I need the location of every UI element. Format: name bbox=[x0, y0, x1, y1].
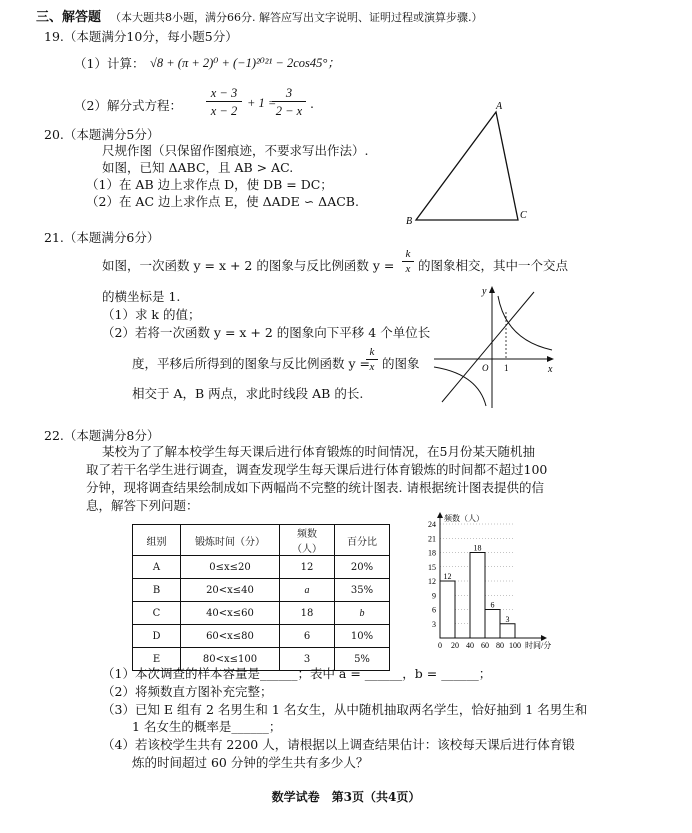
y-axis-label: y bbox=[482, 286, 487, 297]
y-axis-arrow bbox=[489, 286, 495, 293]
section-note: （本大题共8小题，满分66分. 解答应写出文字说明、证明过程或演算步骤.） bbox=[110, 11, 483, 24]
table-header-cell: 百分比 bbox=[335, 525, 390, 556]
q21-fraction-denominator: x bbox=[405, 263, 411, 275]
table-header-row bbox=[133, 525, 390, 556]
origin-label: O bbox=[482, 363, 489, 373]
table-cell: 0≤x≤20 bbox=[181, 556, 280, 579]
y-axis-arrow bbox=[437, 512, 443, 518]
y-tick-label: 12 bbox=[428, 577, 436, 586]
q22-heading: 22.（本题满分8分） bbox=[44, 428, 160, 443]
q21-line5-end: 的图象 bbox=[382, 356, 420, 371]
y-tick-label: 9 bbox=[432, 591, 436, 601]
x-axis-arrow bbox=[547, 356, 554, 362]
x-tick-label: 80 bbox=[496, 641, 504, 650]
table-cell: 6 bbox=[280, 625, 335, 648]
q21-line5-start: 度，平移后所得到的图象与反比例函数 y = bbox=[132, 356, 370, 371]
q20-line4: （2）在 AC 边上求作点 E，使 ΔADE ∽ ΔACB. bbox=[86, 194, 359, 209]
bar-value-label: 18 bbox=[473, 543, 482, 553]
q21-fraction2-numerator: k bbox=[366, 346, 378, 360]
histogram-bar bbox=[440, 581, 455, 638]
table-cell: B bbox=[133, 579, 181, 602]
table-row bbox=[133, 556, 390, 579]
table-row bbox=[133, 602, 390, 625]
q21-line2: 的横坐标是 1. bbox=[102, 289, 181, 304]
function-graph bbox=[430, 282, 560, 412]
histogram-bar bbox=[470, 553, 485, 639]
table-header-cell: 组别 bbox=[133, 525, 181, 556]
frequency-table bbox=[132, 524, 390, 671]
q22-subquestion-3-line1: （3）已知 E 组有 2 名男生和 1 名女生，从中随机抽取两名学生，恰好抽到 1 名男生和 bbox=[102, 702, 588, 717]
x-tick-label: 60 bbox=[481, 641, 489, 650]
table-cell: b bbox=[335, 602, 390, 625]
q21-line1-start: 如图，一次函数 y = x + 2 的图象与反比例函数 y = bbox=[102, 258, 395, 273]
y-tick-label: 3 bbox=[432, 619, 436, 629]
q21-line4: （2）若将一次函数 y = x + 2 的图象向下平移 4 个单位长 bbox=[102, 325, 431, 340]
table-cell: C bbox=[133, 602, 181, 625]
table-cell: 20% bbox=[335, 556, 390, 579]
frequency-histogram bbox=[420, 512, 570, 657]
q22-line4: 息，解答下列问题： bbox=[86, 498, 199, 513]
q19-fraction2-numerator: 3 bbox=[272, 86, 306, 102]
q19-part1-label: （1）计算： bbox=[74, 56, 145, 71]
table-row bbox=[133, 579, 390, 602]
x-tick-label: 100 bbox=[509, 641, 521, 650]
table-cell: 80<x≤100 bbox=[181, 648, 280, 671]
table-cell: A bbox=[133, 556, 181, 579]
q19-part2-label: （2）解分式方程： bbox=[74, 98, 182, 113]
histogram-bar bbox=[485, 610, 500, 639]
y-tick-label: 18 bbox=[428, 548, 436, 558]
q20-line1: 尺规作图（只保留作图痕迹，不要求写出作法）. bbox=[102, 143, 369, 158]
q19-heading: 19.（本题满分10分，每小题5分） bbox=[44, 29, 238, 44]
q19-fraction1-denominator: x − 2 bbox=[210, 104, 238, 118]
q20-heading: 20.（本题满分5分） bbox=[44, 127, 160, 142]
tick-label-1: 1 bbox=[504, 363, 509, 373]
q22-line1: 某校为了了解本校学生每天课后进行体育锻炼的时间情况，在5月份某天随机抽 bbox=[102, 444, 535, 459]
q19-part1-expression: √8 + (π + 2)⁰ + (−1)²⁰²¹ − 2cos45°； bbox=[150, 56, 340, 70]
q20-line2: 如图，已知 ΔABC，且 AB > AC. bbox=[102, 160, 294, 175]
q19-fraction1-numerator: x − 3 bbox=[206, 86, 242, 102]
bar-value-label: 6 bbox=[490, 600, 495, 610]
q22-subquestion-4-line2: 炼的时间超过 60 分钟的学生共有多少人？ bbox=[132, 755, 369, 770]
x-tick-label: 0 bbox=[438, 641, 442, 650]
table-cell: 10% bbox=[335, 625, 390, 648]
hyperbola-branch-q3 bbox=[434, 367, 486, 406]
vertex-label-c: C bbox=[520, 210, 527, 221]
section-title: 三、解答题 bbox=[36, 10, 102, 25]
q21-fraction2-denominator: x bbox=[369, 361, 375, 373]
page-footer: 数学试卷 第3页（共4页） bbox=[271, 790, 421, 804]
y-tick-label: 6 bbox=[432, 605, 436, 615]
q21-line6: 相交于 A，B 两点，求此时线段 AB 的长. bbox=[132, 386, 364, 401]
q21-fraction-numerator: k bbox=[402, 248, 414, 262]
q21-line3: （1）求 k 的值； bbox=[102, 307, 201, 322]
q22-subquestion-4-line1: （4）若该校学生共有 2200 人，请根据以上调查结果估计：该校每天课后进行体育锻 bbox=[102, 737, 575, 752]
linear-function-line bbox=[442, 292, 534, 402]
table-cell: E bbox=[133, 648, 181, 671]
table-cell: 40<x≤60 bbox=[181, 602, 280, 625]
x-axis-title: 时间/分 bbox=[525, 641, 552, 650]
q22-subquestion-2: （2）将频数直方图补充完整； bbox=[102, 684, 273, 699]
y-tick-label: 15 bbox=[428, 562, 436, 572]
table-cell: 60<x≤80 bbox=[181, 625, 280, 648]
x-axis-label: x bbox=[548, 364, 553, 375]
y-tick-label: 24 bbox=[428, 520, 436, 529]
x-tick-label: 40 bbox=[466, 641, 474, 650]
triangle-abc bbox=[416, 112, 518, 220]
histogram-bar bbox=[500, 624, 515, 638]
q22-subquestion-1: （1）本次调查的样本容量是______；表中 a = ______，b = ______； bbox=[102, 666, 492, 681]
bar-value-label: 12 bbox=[443, 572, 452, 581]
q22-line3: 分钟，现将调查结果绘制成如下两幅尚不完整的统计图表. 请根据统计图表提供的信 bbox=[86, 480, 544, 495]
table-row bbox=[133, 625, 390, 648]
q20-line3: （1）在 AB 边上求作点 D，使 DB = DC； bbox=[86, 177, 333, 192]
vertex-label-a: A bbox=[496, 101, 503, 112]
q19-fraction2-denominator: 2 − x bbox=[275, 104, 303, 118]
table-cell: a bbox=[280, 579, 335, 602]
table-cell: 18 bbox=[280, 602, 335, 625]
y-axis-title: 频数（人） bbox=[444, 514, 484, 523]
table-cell: D bbox=[133, 625, 181, 648]
triangle-figure bbox=[400, 100, 540, 230]
table-cell: 12 bbox=[280, 556, 335, 579]
q22-line2: 取了若干名学生进行调查，调查发现学生每天课后进行体育锻炼的时间都不超过100 bbox=[86, 462, 548, 477]
table-header-cell: 锻炼时间（分） bbox=[181, 525, 280, 556]
vertex-label-b: B bbox=[406, 216, 413, 227]
table-cell: 3 bbox=[280, 648, 335, 671]
table-cell: 5% bbox=[335, 648, 390, 671]
table-cell: 20<x≤40 bbox=[181, 579, 280, 602]
q21-line1-end: 的图象相交，其中一个交点 bbox=[418, 258, 569, 273]
table-cell: 35% bbox=[335, 579, 390, 602]
q21-heading: 21.（本题满分6分） bbox=[44, 230, 160, 245]
q22-subquestion-3-line2: 1 名女生的概率是______； bbox=[132, 719, 282, 734]
q19-equation-end: . bbox=[310, 96, 314, 111]
table-header-cell: 频数（人） bbox=[280, 525, 335, 556]
q19-equation-middle: + 1 = bbox=[247, 96, 277, 110]
y-tick-label: 21 bbox=[428, 534, 436, 544]
bar-value-label: 3 bbox=[505, 614, 510, 624]
x-tick-label: 20 bbox=[451, 641, 459, 650]
